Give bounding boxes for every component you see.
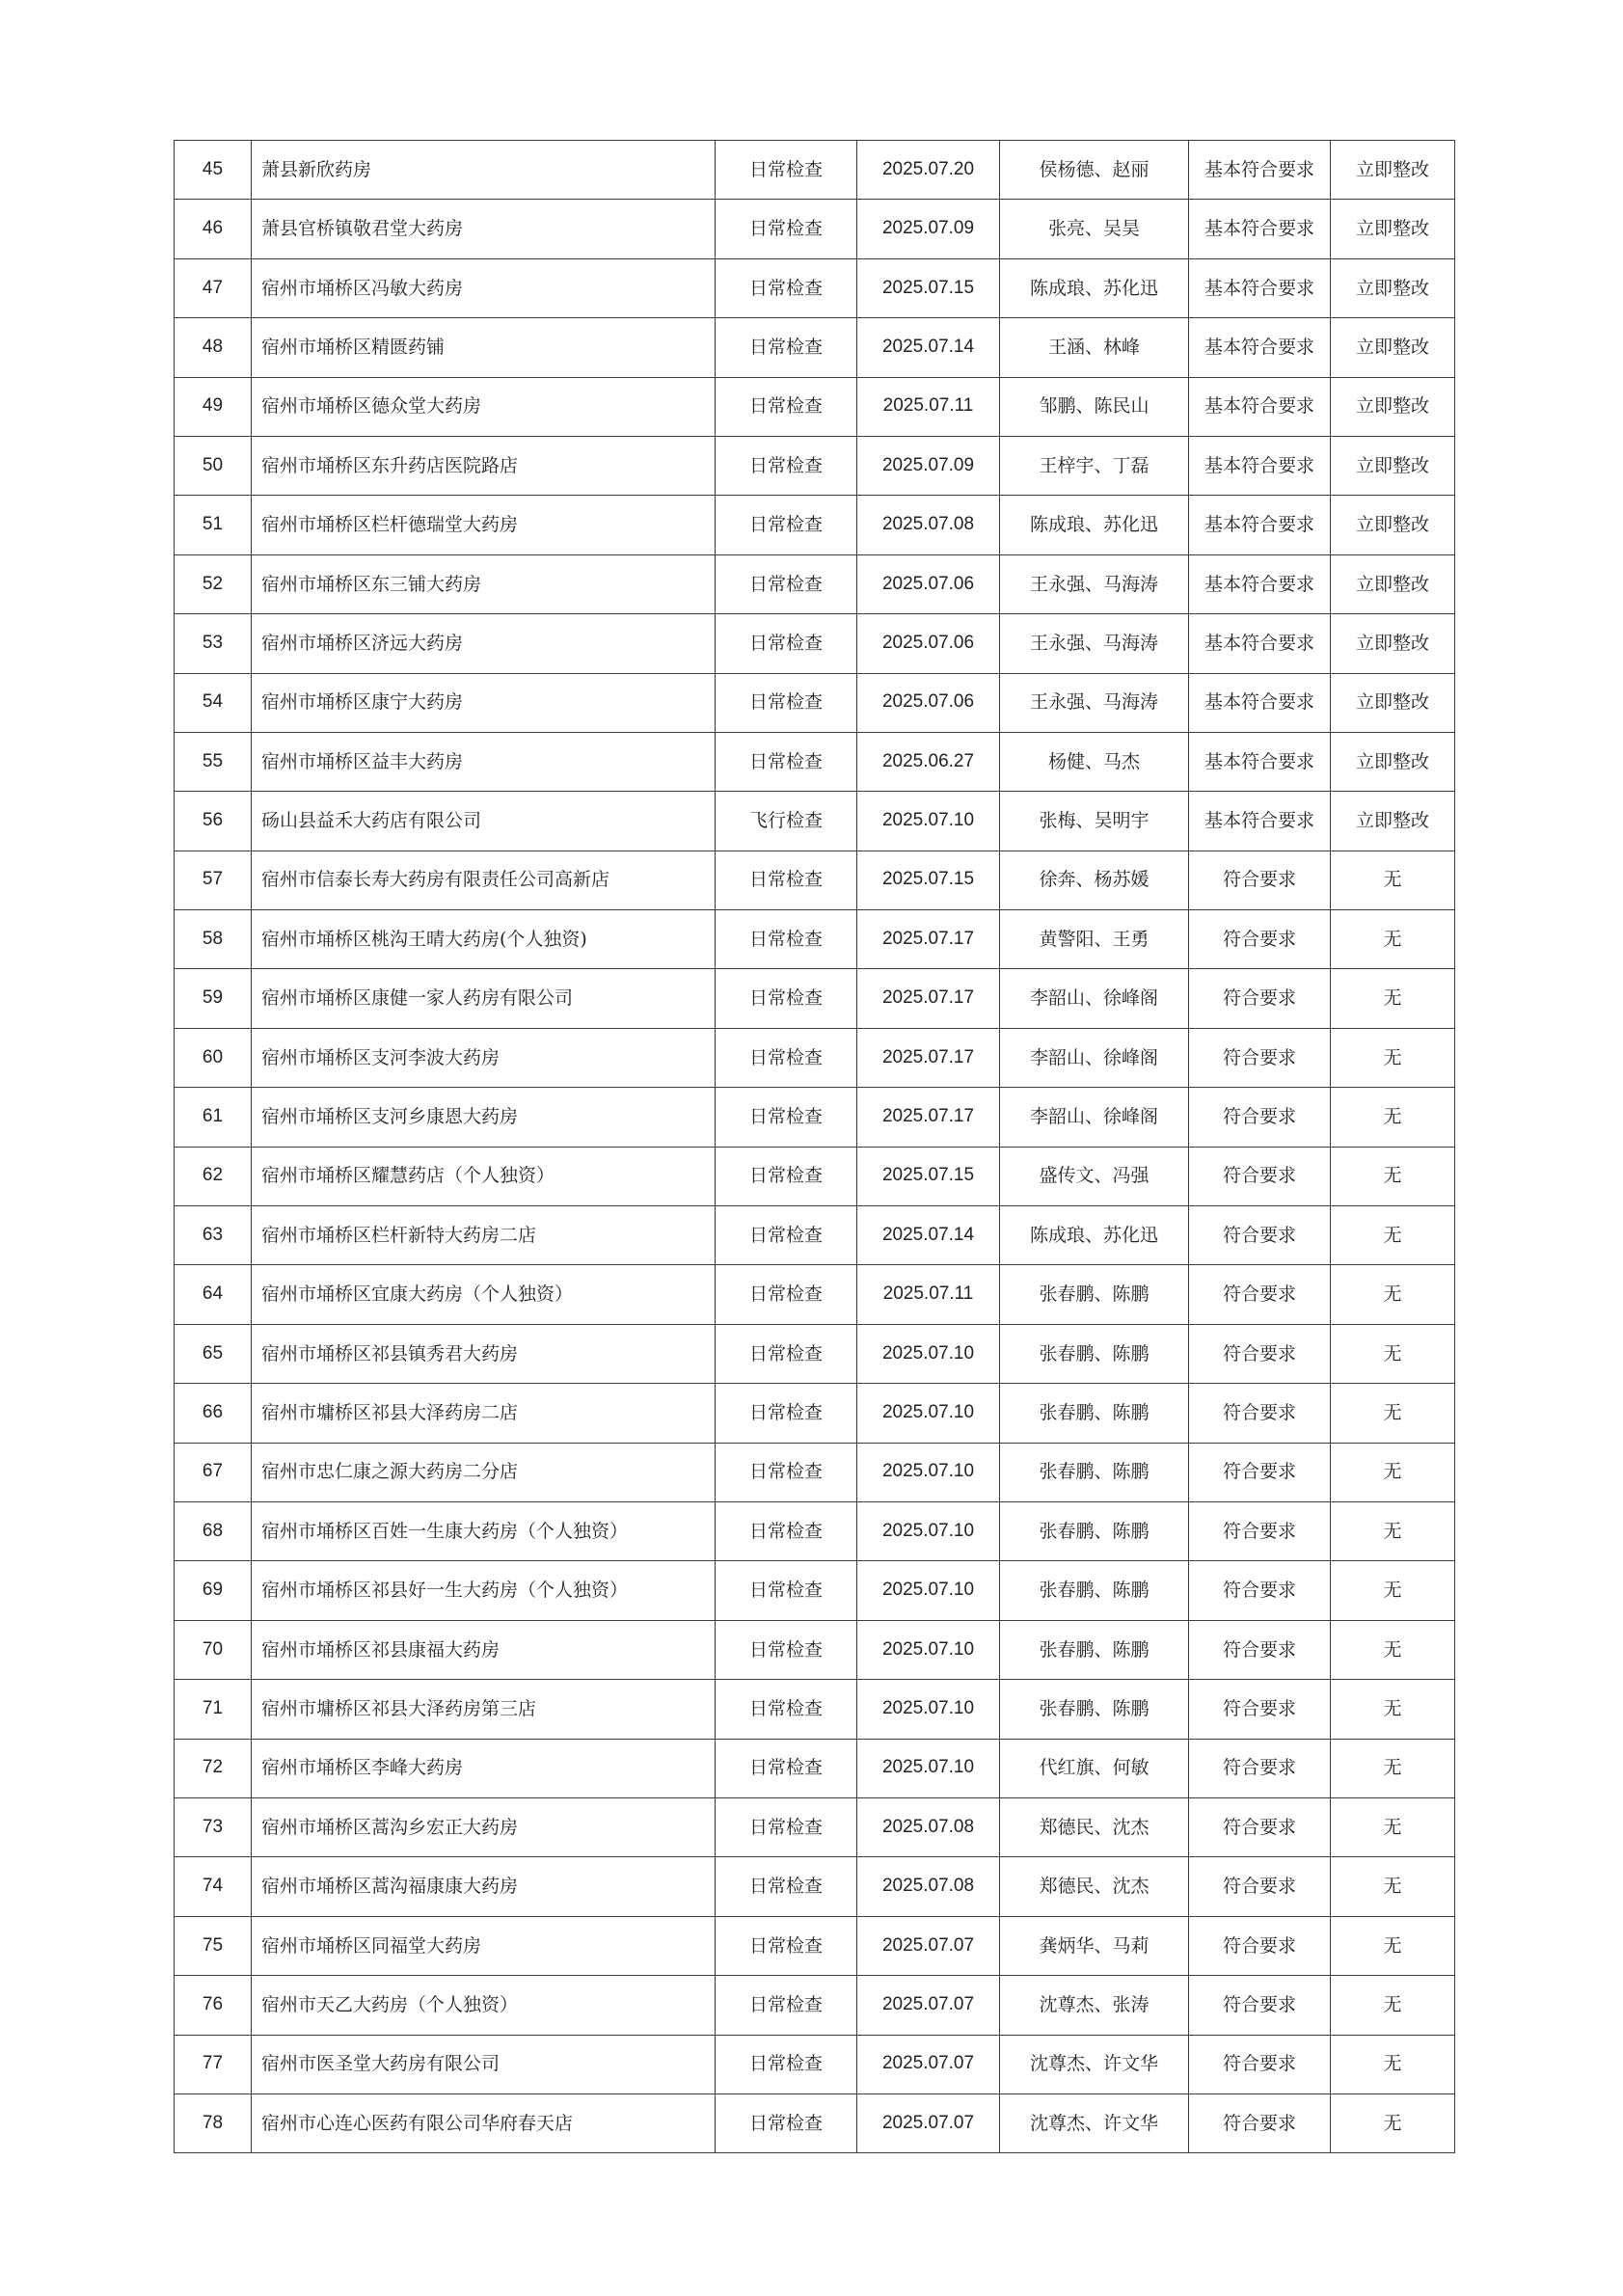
table-row	[175, 1028, 1455, 1087]
inspectors-cell: 张春鹏、陈鹏	[1000, 1384, 1189, 1443]
inspectors-cell: 郑德民、沈杰	[1000, 1857, 1189, 1916]
pharmacy-name-cell: 宿州市埇桥区德众堂大药房	[252, 377, 716, 436]
table-row	[175, 792, 1455, 851]
inspection-date-cell: 2025.07.10	[857, 1324, 1000, 1383]
inspection-result-cell: 符合要求	[1189, 1265, 1331, 1324]
inspection-date-cell: 2025.07.10	[857, 1620, 1000, 1679]
inspection-date-cell: 2025.07.17	[857, 1088, 1000, 1147]
inspectors-cell: 龚炳华、马莉	[1000, 1916, 1189, 1975]
inspectors-cell: 黄警阳、王勇	[1000, 910, 1189, 969]
pharmacy-name-cell: 宿州市埇桥区冯敏大药房	[252, 258, 716, 317]
inspection-date-cell: 2025.07.15	[857, 258, 1000, 317]
rectification-cell: 立即整改	[1331, 258, 1455, 317]
inspection-result-cell: 基本符合要求	[1189, 258, 1331, 317]
inspection-result-cell: 基本符合要求	[1189, 377, 1331, 436]
inspection-type-cell: 日常检查	[716, 141, 857, 200]
inspection-type-cell: 日常检查	[716, 1443, 857, 1501]
inspectors-cell: 杨健、马杰	[1000, 732, 1189, 791]
serial-number-cell: 59	[175, 969, 252, 1028]
inspection-date-cell: 2025.07.07	[857, 1976, 1000, 2035]
rectification-cell: 无	[1331, 1265, 1455, 1324]
serial-number-cell: 63	[175, 1206, 252, 1265]
inspection-result-cell: 符合要求	[1189, 1976, 1331, 2035]
table-row	[175, 1265, 1455, 1324]
inspection-date-cell: 2025.07.14	[857, 1206, 1000, 1265]
inspection-type-cell: 日常检查	[716, 1561, 857, 1620]
rectification-cell: 无	[1331, 1797, 1455, 1856]
serial-number-cell: 55	[175, 732, 252, 791]
inspection-type-cell: 日常检查	[716, 318, 857, 377]
pharmacy-name-cell: 宿州市天乙大药房（个人独资）	[252, 1976, 716, 2035]
rectification-cell: 立即整改	[1331, 318, 1455, 377]
inspectors-cell: 张春鹏、陈鹏	[1000, 1620, 1189, 1679]
inspection-date-cell: 2025.07.10	[857, 1680, 1000, 1739]
inspection-result-cell: 基本符合要求	[1189, 673, 1331, 732]
table-row	[175, 1797, 1455, 1856]
rectification-cell: 无	[1331, 851, 1455, 909]
table-row	[175, 1206, 1455, 1265]
rectification-cell: 立即整改	[1331, 141, 1455, 200]
rectification-cell: 无	[1331, 1680, 1455, 1739]
table-row	[175, 614, 1455, 673]
inspection-date-cell: 2025.07.06	[857, 554, 1000, 613]
pharmacy-name-cell: 宿州市医圣堂大药房有限公司	[252, 2035, 716, 2093]
inspection-type-cell: 日常检查	[716, 1147, 857, 1205]
inspection-result-cell: 符合要求	[1189, 1206, 1331, 1265]
rectification-cell: 无	[1331, 2035, 1455, 2093]
serial-number-cell: 60	[175, 1028, 252, 1087]
inspectors-cell: 张亮、吴昊	[1000, 200, 1189, 258]
inspection-date-cell: 2025.07.10	[857, 1561, 1000, 1620]
inspectors-cell: 张春鹏、陈鹏	[1000, 1501, 1189, 1560]
inspection-type-cell: 日常检查	[716, 1797, 857, 1856]
inspection-result-cell: 符合要求	[1189, 1028, 1331, 1087]
inspection-result-cell: 基本符合要求	[1189, 614, 1331, 673]
inspection-result-cell: 符合要求	[1189, 1916, 1331, 1975]
pharmacy-name-cell: 宿州市埇桥区支河乡康恩大药房	[252, 1088, 716, 1147]
inspectors-cell: 陈成琅、苏化迅	[1000, 258, 1189, 317]
pharmacy-name-cell: 宿州市埇桥区康健一家人药房有限公司	[252, 969, 716, 1028]
serial-number-cell: 69	[175, 1561, 252, 1620]
pharmacy-name-cell: 宿州市心连心医药有限公司华府春天店	[252, 2093, 716, 2152]
inspection-date-cell: 2025.07.15	[857, 1147, 1000, 1205]
pharmacy-name-cell: 宿州市墉桥区祁县大泽药房二店	[252, 1384, 716, 1443]
inspection-result-cell: 基本符合要求	[1189, 141, 1331, 200]
inspection-type-cell: 飞行检查	[716, 792, 857, 851]
inspection-type-cell: 日常检查	[716, 1324, 857, 1383]
serial-number-cell: 68	[175, 1501, 252, 1560]
inspectors-cell: 王永强、马海涛	[1000, 614, 1189, 673]
rectification-cell: 无	[1331, 1443, 1455, 1501]
inspection-type-cell: 日常检查	[716, 1857, 857, 1916]
inspectors-cell: 沈尊杰、张涛	[1000, 1976, 1189, 2035]
pharmacy-name-cell: 宿州市埇桥区桃沟王晴大药房(个人独资)	[252, 910, 716, 969]
rectification-cell: 立即整改	[1331, 496, 1455, 554]
serial-number-cell: 74	[175, 1857, 252, 1916]
inspection-result-cell: 基本符合要求	[1189, 554, 1331, 613]
inspectors-cell: 侯杨德、赵丽	[1000, 141, 1189, 200]
rectification-cell: 无	[1331, 1561, 1455, 1620]
pharmacy-name-cell: 宿州市埇桥区宜康大药房（个人独资）	[252, 1265, 716, 1324]
inspection-date-cell: 2025.07.11	[857, 1265, 1000, 1324]
inspection-date-cell: 2025.07.06	[857, 673, 1000, 732]
serial-number-cell: 49	[175, 377, 252, 436]
inspection-date-cell: 2025.07.08	[857, 1797, 1000, 1856]
inspectors-cell: 邹鹏、陈民山	[1000, 377, 1189, 436]
inspection-date-cell: 2025.07.07	[857, 1916, 1000, 1975]
inspection-type-cell: 日常检查	[716, 1384, 857, 1443]
inspectors-cell: 李韶山、徐峰阁	[1000, 969, 1189, 1028]
inspection-result-cell: 符合要求	[1189, 910, 1331, 969]
inspectors-cell: 王涵、林峰	[1000, 318, 1189, 377]
inspection-type-cell: 日常检查	[716, 732, 857, 791]
inspection-date-cell: 2025.07.11	[857, 377, 1000, 436]
inspection-result-cell: 符合要求	[1189, 1384, 1331, 1443]
table-row	[175, 1384, 1455, 1443]
pharmacy-name-cell: 宿州市埇桥区祁县镇秀君大药房	[252, 1324, 716, 1383]
serial-number-cell: 62	[175, 1147, 252, 1205]
table-row	[175, 673, 1455, 732]
pharmacy-name-cell: 宿州市埇桥区李峰大药房	[252, 1739, 716, 1797]
rectification-cell: 立即整改	[1331, 200, 1455, 258]
inspection-type-cell: 日常检查	[716, 1976, 857, 2035]
table-row	[175, 436, 1455, 495]
inspection-type-cell: 日常检查	[716, 1680, 857, 1739]
inspection-type-cell: 日常检查	[716, 1916, 857, 1975]
inspectors-cell: 沈尊杰、许文华	[1000, 2035, 1189, 2093]
inspectors-cell: 张春鹏、陈鹏	[1000, 1680, 1189, 1739]
pharmacy-name-cell: 宿州市埇桥区济远大药房	[252, 614, 716, 673]
pharmacy-name-cell: 萧县官桥镇敬君堂大药房	[252, 200, 716, 258]
pharmacy-name-cell: 宿州市埇桥区益丰大药房	[252, 732, 716, 791]
table-row	[175, 969, 1455, 1028]
inspection-type-cell: 日常检查	[716, 200, 857, 258]
inspection-date-cell: 2025.07.10	[857, 1739, 1000, 1797]
inspection-date-cell: 2025.07.20	[857, 141, 1000, 200]
serial-number-cell: 53	[175, 614, 252, 673]
rectification-cell: 无	[1331, 1857, 1455, 1916]
rectification-cell: 立即整改	[1331, 732, 1455, 791]
inspection-result-cell: 符合要求	[1189, 1739, 1331, 1797]
serial-number-cell: 58	[175, 910, 252, 969]
serial-number-cell: 75	[175, 1916, 252, 1975]
table-row	[175, 1680, 1455, 1739]
rectification-cell: 无	[1331, 969, 1455, 1028]
pharmacy-name-cell: 宿州市埇桥区蒿沟福康康大药房	[252, 1857, 716, 1916]
inspection-result-cell: 符合要求	[1189, 1857, 1331, 1916]
inspection-type-cell: 日常检查	[716, 1206, 857, 1265]
inspectors-cell: 张春鹏、陈鹏	[1000, 1324, 1189, 1383]
inspection-results-page	[174, 140, 1454, 2153]
serial-number-cell: 71	[175, 1680, 252, 1739]
table-row	[175, 1501, 1455, 1560]
pharmacy-name-cell: 宿州市埇桥区祁县康福大药房	[252, 1620, 716, 1679]
table-row	[175, 2035, 1455, 2093]
serial-number-cell: 70	[175, 1620, 252, 1679]
inspectors-cell: 代红旗、何敏	[1000, 1739, 1189, 1797]
table-row	[175, 2093, 1455, 2152]
serial-number-cell: 65	[175, 1324, 252, 1383]
inspectors-cell: 王永强、马海涛	[1000, 554, 1189, 613]
pharmacy-name-cell: 宿州市埇桥区康宁大药房	[252, 673, 716, 732]
inspection-date-cell: 2025.07.08	[857, 496, 1000, 554]
inspection-date-cell: 2025.07.10	[857, 1501, 1000, 1560]
inspection-type-cell: 日常检查	[716, 1501, 857, 1560]
rectification-cell: 无	[1331, 1147, 1455, 1205]
pharmacy-name-cell: 砀山县益禾大药店有限公司	[252, 792, 716, 851]
inspection-result-cell: 符合要求	[1189, 1797, 1331, 1856]
pharmacy-name-cell: 宿州市埇桥区耀慧药店（个人独资）	[252, 1147, 716, 1205]
inspection-result-cell: 符合要求	[1189, 1501, 1331, 1560]
inspection-date-cell: 2025.07.17	[857, 910, 1000, 969]
rectification-cell: 无	[1331, 1976, 1455, 2035]
inspection-date-cell: 2025.07.15	[857, 851, 1000, 909]
table-row	[175, 851, 1455, 909]
inspection-type-cell: 日常检查	[716, 2093, 857, 2152]
table-body	[175, 141, 1455, 2153]
table-row	[175, 732, 1455, 791]
inspection-date-cell: 2025.06.27	[857, 732, 1000, 791]
table-row	[175, 496, 1455, 554]
inspection-date-cell: 2025.07.09	[857, 436, 1000, 495]
pharmacy-name-cell: 宿州市埇桥区蒿沟乡宏正大药房	[252, 1797, 716, 1856]
inspection-date-cell: 2025.07.17	[857, 969, 1000, 1028]
inspection-result-cell: 基本符合要求	[1189, 496, 1331, 554]
rectification-cell: 无	[1331, 1206, 1455, 1265]
rectification-cell: 无	[1331, 2093, 1455, 2152]
inspection-result-cell: 符合要求	[1189, 1324, 1331, 1383]
inspection-type-cell: 日常检查	[716, 1028, 857, 1087]
inspection-date-cell: 2025.07.17	[857, 1028, 1000, 1087]
inspection-date-cell: 2025.07.07	[857, 2035, 1000, 2093]
inspectors-cell: 徐奔、杨苏媛	[1000, 851, 1189, 909]
rectification-cell: 立即整改	[1331, 673, 1455, 732]
table-row	[175, 200, 1455, 258]
pharmacy-name-cell: 宿州市埇桥区栏杆德瑞堂大药房	[252, 496, 716, 554]
inspectors-cell: 沈尊杰、许文华	[1000, 2093, 1189, 2152]
pharmacy-name-cell: 宿州市埇桥区栏杆新特大药房二店	[252, 1206, 716, 1265]
pharmacy-name-cell: 宿州市埇桥区精匮药铺	[252, 318, 716, 377]
table-row	[175, 377, 1455, 436]
inspectors-cell: 张梅、吴明宇	[1000, 792, 1189, 851]
inspectors-cell: 盛传文、冯强	[1000, 1147, 1189, 1205]
rectification-cell: 无	[1331, 1384, 1455, 1443]
rectification-cell: 无	[1331, 1324, 1455, 1383]
rectification-cell: 无	[1331, 910, 1455, 969]
serial-number-cell: 45	[175, 141, 252, 200]
inspection-type-cell: 日常检查	[716, 851, 857, 909]
inspection-result-cell: 符合要求	[1189, 1680, 1331, 1739]
table-row	[175, 1088, 1455, 1147]
inspection-result-cell: 基本符合要求	[1189, 200, 1331, 258]
rectification-cell: 立即整改	[1331, 554, 1455, 613]
inspection-type-cell: 日常检查	[716, 1088, 857, 1147]
inspection-date-cell: 2025.07.06	[857, 614, 1000, 673]
inspection-result-cell: 符合要求	[1189, 2035, 1331, 2093]
inspectors-cell: 张春鹏、陈鹏	[1000, 1561, 1189, 1620]
pharmacy-name-cell: 萧县新欣药房	[252, 141, 716, 200]
pharmacy-name-cell: 宿州市埇桥区支河李波大药房	[252, 1028, 716, 1087]
pharmacy-name-cell: 宿州市信泰长寿大药房有限责任公司高新店	[252, 851, 716, 909]
pharmacy-name-cell: 宿州市墉桥区祁县大泽药房第三店	[252, 1680, 716, 1739]
serial-number-cell: 78	[175, 2093, 252, 2152]
inspectors-cell: 李韶山、徐峰阁	[1000, 1028, 1189, 1087]
serial-number-cell: 61	[175, 1088, 252, 1147]
rectification-cell: 无	[1331, 1028, 1455, 1087]
serial-number-cell: 73	[175, 1797, 252, 1856]
serial-number-cell: 48	[175, 318, 252, 377]
inspection-type-cell: 日常检查	[716, 969, 857, 1028]
serial-number-cell: 56	[175, 792, 252, 851]
inspection-type-cell: 日常检查	[716, 496, 857, 554]
serial-number-cell: 72	[175, 1739, 252, 1797]
rectification-cell: 立即整改	[1331, 436, 1455, 495]
inspection-date-cell: 2025.07.07	[857, 2093, 1000, 2152]
table-row	[175, 141, 1455, 200]
table-row	[175, 554, 1455, 613]
rectification-cell: 无	[1331, 1916, 1455, 1975]
inspectors-cell: 张春鹏、陈鹏	[1000, 1265, 1189, 1324]
table-row	[175, 1147, 1455, 1205]
inspection-result-cell: 符合要求	[1189, 1620, 1331, 1679]
inspection-date-cell: 2025.07.08	[857, 1857, 1000, 1916]
rectification-cell: 无	[1331, 1088, 1455, 1147]
inspection-date-cell: 2025.07.10	[857, 1384, 1000, 1443]
serial-number-cell: 76	[175, 1976, 252, 2035]
pharmacy-name-cell: 宿州市埇桥区百姓一生康大药房（个人独资）	[252, 1501, 716, 1560]
inspectors-cell: 陈成琅、苏化迅	[1000, 496, 1189, 554]
inspection-type-cell: 日常检查	[716, 1620, 857, 1679]
serial-number-cell: 67	[175, 1443, 252, 1501]
inspection-results-table	[174, 140, 1455, 2153]
serial-number-cell: 66	[175, 1384, 252, 1443]
inspection-result-cell: 基本符合要求	[1189, 318, 1331, 377]
serial-number-cell: 50	[175, 436, 252, 495]
inspectors-cell: 张春鹏、陈鹏	[1000, 1443, 1189, 1501]
table-row	[175, 910, 1455, 969]
table-row	[175, 1739, 1455, 1797]
rectification-cell: 无	[1331, 1739, 1455, 1797]
inspection-result-cell: 符合要求	[1189, 2093, 1331, 2152]
inspection-result-cell: 基本符合要求	[1189, 792, 1331, 851]
inspection-type-cell: 日常检查	[716, 1739, 857, 1797]
serial-number-cell: 57	[175, 851, 252, 909]
inspection-result-cell: 符合要求	[1189, 969, 1331, 1028]
inspection-date-cell: 2025.07.09	[857, 200, 1000, 258]
inspection-date-cell: 2025.07.10	[857, 792, 1000, 851]
serial-number-cell: 46	[175, 200, 252, 258]
inspectors-cell: 陈成琅、苏化迅	[1000, 1206, 1189, 1265]
inspection-date-cell: 2025.07.10	[857, 1443, 1000, 1501]
rectification-cell: 立即整改	[1331, 377, 1455, 436]
inspection-result-cell: 基本符合要求	[1189, 436, 1331, 495]
table-row	[175, 1324, 1455, 1383]
pharmacy-name-cell: 宿州市埇桥区祁县好一生大药房（个人独资）	[252, 1561, 716, 1620]
serial-number-cell: 54	[175, 673, 252, 732]
inspection-type-cell: 日常检查	[716, 258, 857, 317]
inspection-type-cell: 日常检查	[716, 377, 857, 436]
rectification-cell: 立即整改	[1331, 614, 1455, 673]
inspectors-cell: 李韶山、徐峰阁	[1000, 1088, 1189, 1147]
serial-number-cell: 52	[175, 554, 252, 613]
inspection-result-cell: 符合要求	[1189, 1561, 1331, 1620]
table-row	[175, 1620, 1455, 1679]
table-row	[175, 1857, 1455, 1916]
table-row	[175, 318, 1455, 377]
inspection-result-cell: 符合要求	[1189, 1443, 1331, 1501]
pharmacy-name-cell: 宿州市埇桥区东三铺大药房	[252, 554, 716, 613]
pharmacy-name-cell: 宿州市埇桥区东升药店医院路店	[252, 436, 716, 495]
inspection-type-cell: 日常检查	[716, 614, 857, 673]
inspection-result-cell: 符合要求	[1189, 1147, 1331, 1205]
rectification-cell: 立即整改	[1331, 792, 1455, 851]
inspection-type-cell: 日常检查	[716, 436, 857, 495]
inspection-type-cell: 日常检查	[716, 554, 857, 613]
inspection-result-cell: 符合要求	[1189, 1088, 1331, 1147]
inspection-type-cell: 日常检查	[716, 910, 857, 969]
inspection-result-cell: 符合要求	[1189, 851, 1331, 909]
pharmacy-name-cell: 宿州市忠仁康之源大药房二分店	[252, 1443, 716, 1501]
serial-number-cell: 51	[175, 496, 252, 554]
serial-number-cell: 64	[175, 1265, 252, 1324]
inspection-type-cell: 日常检查	[716, 1265, 857, 1324]
serial-number-cell: 77	[175, 2035, 252, 2093]
inspection-result-cell: 基本符合要求	[1189, 732, 1331, 791]
inspection-date-cell: 2025.07.14	[857, 318, 1000, 377]
rectification-cell: 无	[1331, 1501, 1455, 1560]
table-row	[175, 1916, 1455, 1975]
serial-number-cell: 47	[175, 258, 252, 317]
inspectors-cell: 郑德民、沈杰	[1000, 1797, 1189, 1856]
table-row	[175, 1561, 1455, 1620]
table-row	[175, 1976, 1455, 2035]
table-row	[175, 1443, 1455, 1501]
inspection-type-cell: 日常检查	[716, 673, 857, 732]
table-row	[175, 258, 1455, 317]
pharmacy-name-cell: 宿州市埇桥区同福堂大药房	[252, 1916, 716, 1975]
inspectors-cell: 王梓宇、丁磊	[1000, 436, 1189, 495]
inspection-type-cell: 日常检查	[716, 2035, 857, 2093]
rectification-cell: 无	[1331, 1620, 1455, 1679]
inspectors-cell: 王永强、马海涛	[1000, 673, 1189, 732]
